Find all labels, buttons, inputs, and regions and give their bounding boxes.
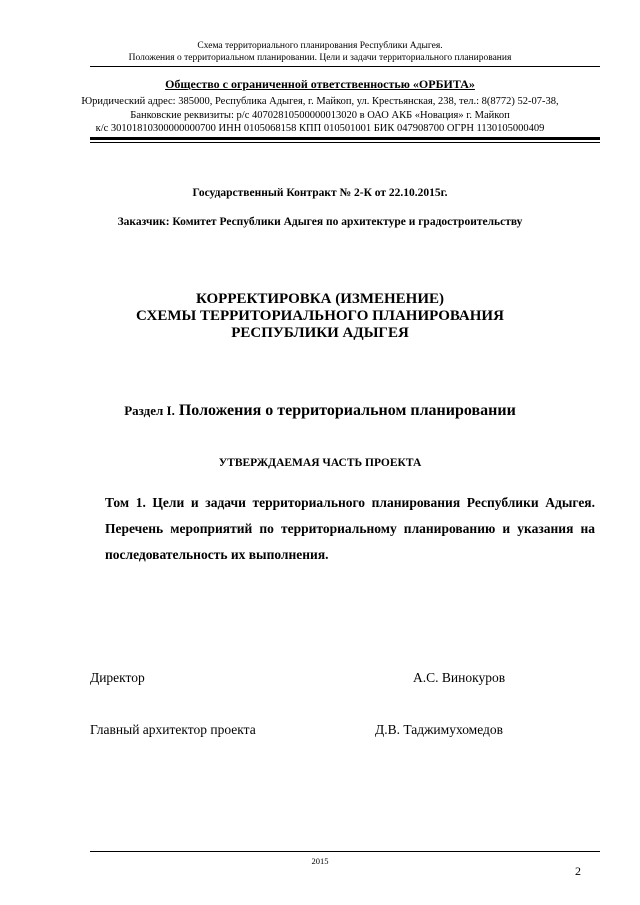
organization-address: Юридический адрес: 385000, Республика Адыгея, г. Майкоп, ул. Крестьянская, 238, тел.: 8(8772) 52-07-38, — [81, 96, 559, 107]
header-divider — [90, 66, 600, 67]
section-name: Положения о территориальном планировании — [178, 402, 516, 419]
section-prefix: Раздел I. — [124, 403, 175, 418]
document-title-line2: СХЕМЫ ТЕРРИТОРИАЛЬНОГО ПЛАНИРОВАНИЯ — [136, 308, 504, 324]
section-heading — [0, 402, 640, 420]
organization-details: к/с 30101810300000000700 ИНН 0105068158 КПП 010501001 БИК 047908700 ОГРН 1130105000409 — [95, 123, 545, 134]
architect-role: Главный архитектор проекта — [90, 722, 256, 737]
running-header-line2: Положения о территориальном планировании. Цели и задачи территориального планирования — [128, 53, 512, 63]
contract-line: Государственный Контракт № 2-К от 22.10.2015г. — [192, 187, 448, 199]
director-role: Директор — [90, 670, 145, 685]
document-title-line1: КОРРЕКТИРОВКА (ИЗМЕНЕНИЕ) — [195, 291, 444, 307]
customer-line: Заказчик: Комитет Республики Адыгея по архитектуре и градостроительству — [117, 216, 523, 228]
running-header-line1: Схема территориального планирования Республики Адыгея. — [197, 41, 443, 51]
organization-name: Общество с ограниченной ответственностью «ОРБИТА» — [165, 77, 475, 91]
organization-bank: Банковские реквизиты: р/с 40702810500000013020 в ОАО АКБ «Новация» г. Майкоп — [130, 110, 510, 121]
organization-divider-thin — [90, 142, 600, 143]
volume-description: Том 1. Цели и задачи территориального планирования Республики Адыгея. Перечень мероприятий по территориальному планированию и указания на последовательность их выполнения. — [105, 495, 595, 562]
approved-part-heading: УТВЕРЖДАЕМАЯ ЧАСТЬ ПРОЕКТА — [218, 457, 422, 469]
page-number: 2 — [575, 864, 581, 878]
document-title-line3: РЕСПУБЛИКИ АДЫГЕЯ — [231, 325, 409, 341]
architect-name: Д.В. Таджимухомедов — [375, 722, 504, 737]
director-name: А.С. Винокуров — [413, 670, 506, 685]
footer-year: 2015 — [311, 856, 329, 866]
footer-divider — [90, 851, 600, 852]
organization-divider-thick — [90, 137, 600, 140]
